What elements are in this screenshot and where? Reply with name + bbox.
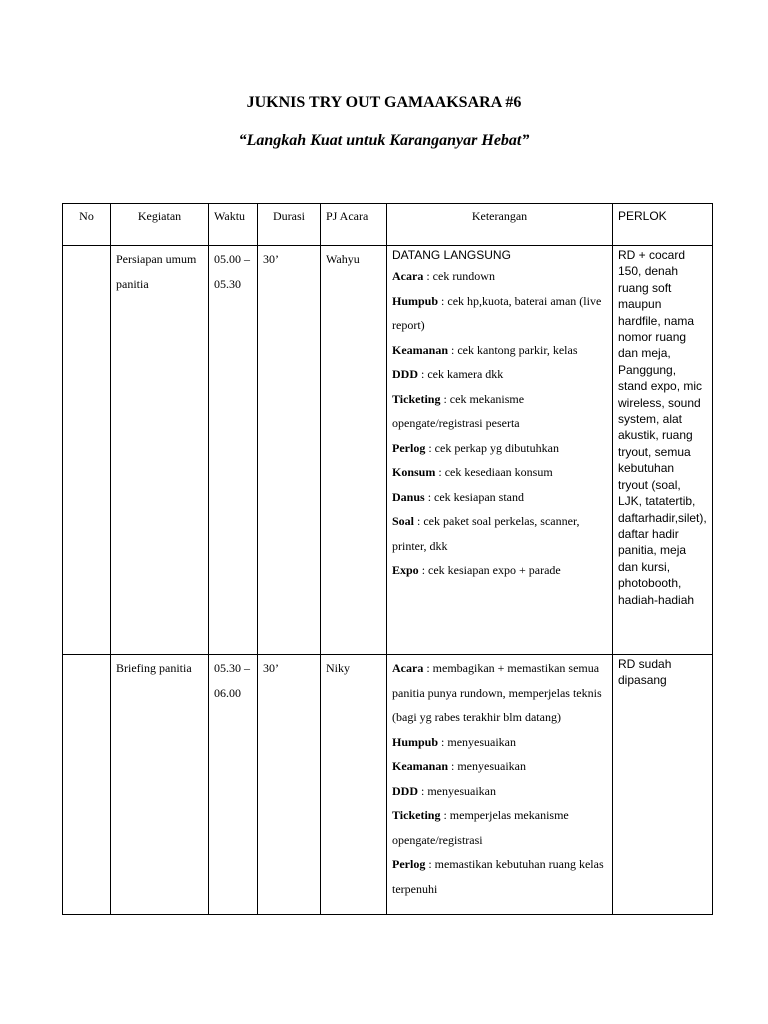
keterangan-intro: DATANG LANGSUNG [392, 248, 511, 262]
keterangan-text: : cek kamera dkk [418, 367, 504, 381]
keterangan-list [392, 264, 607, 583]
document-subtitle: “Langkah Kuat untuk Karanganyar Hebat” [238, 132, 530, 149]
row-durasi: 30’ [258, 246, 321, 655]
keterangan-item [392, 460, 607, 485]
keterangan-item [392, 656, 607, 730]
keterangan-label: Ticketing [392, 808, 441, 822]
row-kegiatan: Briefing panitia [111, 655, 209, 915]
keterangan-label: Acara [392, 661, 424, 675]
keterangan-item [392, 289, 607, 338]
keterangan-item [392, 338, 607, 363]
keterangan-text: : memperjelas mekanisme opengate/registrasi [392, 808, 569, 847]
keterangan-item [392, 852, 607, 901]
keterangan-label: Keamanan [392, 759, 449, 773]
keterangan-text: : cek hp,kuota, baterai aman (live report) [392, 293, 602, 332]
keterangan-label: Danus [392, 489, 425, 504]
header-kegiatan: Kegiatan [111, 204, 209, 246]
row-waktu: 05.00 – 05.30 [209, 246, 258, 655]
header-no: No [63, 204, 111, 246]
keterangan-label: Perlog [392, 857, 426, 871]
header-waktu: Waktu [209, 204, 258, 246]
document-title: JUKNIS TRY OUT GAMAAKSARA #6 [246, 94, 522, 111]
keterangan-label: Humpub [392, 293, 439, 308]
row-pj-acara: Niky [321, 655, 387, 915]
keterangan-text: : cek kesiapan expo + parade [418, 563, 561, 577]
header-keterangan: Keterangan [387, 204, 613, 246]
keterangan-label: DDD [392, 783, 418, 798]
keterangan-label: Acara [392, 269, 424, 283]
keterangan-text: : menyesuaikan [438, 734, 517, 749]
keterangan-text: : membagikan + memastikan semua panitia punya rundown, memperjelas teknis (bagi yg rabes terakhir blm datang) [392, 661, 602, 724]
keterangan-text: : memastikan kebutuhan ruang kelas terpenuhi [392, 857, 604, 896]
header-durasi: Durasi [258, 204, 321, 246]
row-kegiatan: Persiapan umum panitia [111, 246, 209, 655]
keterangan-label: DDD [392, 367, 418, 381]
keterangan-label: Humpub [392, 734, 439, 749]
keterangan-item [392, 509, 607, 558]
keterangan-item [392, 485, 607, 510]
keterangan-item [392, 730, 607, 755]
row-perlok: RD sudah dipasang [613, 655, 713, 915]
keterangan-item [392, 264, 607, 289]
keterangan-text: : menyesuaikan [448, 759, 526, 773]
rundown-table [62, 203, 713, 915]
keterangan-item [392, 558, 607, 583]
keterangan-item [392, 779, 607, 804]
row-waktu: 05.30 – 06.00 [209, 655, 258, 915]
keterangan-label: Expo [392, 563, 419, 577]
keterangan-label: Soal [392, 514, 415, 528]
header-perlok: PERLOK [613, 204, 713, 246]
row-pj-acara: Wahyu [321, 246, 387, 655]
header-pj-acara: PJ Acara [321, 204, 387, 246]
keterangan-text: : cek paket soal perkelas, scanner, printer, dkk [392, 514, 580, 553]
keterangan-text: : cek kantong parkir, kelas [448, 342, 578, 357]
keterangan-item [392, 754, 607, 779]
row-no [63, 246, 111, 655]
keterangan-text: : cek kesediaan konsum [435, 465, 553, 479]
keterangan-label: Perlog [392, 440, 426, 455]
table-header-row [63, 204, 713, 246]
table-row [63, 655, 713, 915]
keterangan-item [392, 362, 607, 387]
keterangan-item [392, 436, 607, 461]
keterangan-label: Konsum [392, 465, 436, 479]
keterangan-list [392, 656, 607, 901]
keterangan-text: : cek kesiapan stand [424, 489, 524, 504]
keterangan-text: : cek mekanisme opengate/registrasi peserta [392, 391, 525, 430]
keterangan-text: : menyesuaikan [418, 783, 496, 798]
keterangan-label: Ticketing [392, 391, 441, 406]
row-durasi: 30’ [258, 655, 321, 915]
row-keterangan [387, 246, 613, 655]
row-no [63, 655, 111, 915]
keterangan-text: : cek perkap yg dibutuhkan [425, 440, 559, 455]
table-row [63, 246, 713, 655]
row-keterangan [387, 655, 613, 915]
keterangan-text: : cek rundown [423, 269, 495, 283]
keterangan-item [392, 803, 607, 852]
row-perlok: RD + cocard 150, denah ruang soft maupun hardfile, nama nomor ruang dan meja, Panggung, stand expo, mic wireless, sound system, alat akustik, ruang tryout, semua kebutuhan tryout (soal, LJK, tatatertib, daftarhadir,silet), daftar hadir panitia, meja dan kursi, photobooth, hadiah-hadiah [613, 246, 713, 655]
keterangan-label: Keamanan [392, 342, 449, 357]
keterangan-item [392, 387, 607, 436]
